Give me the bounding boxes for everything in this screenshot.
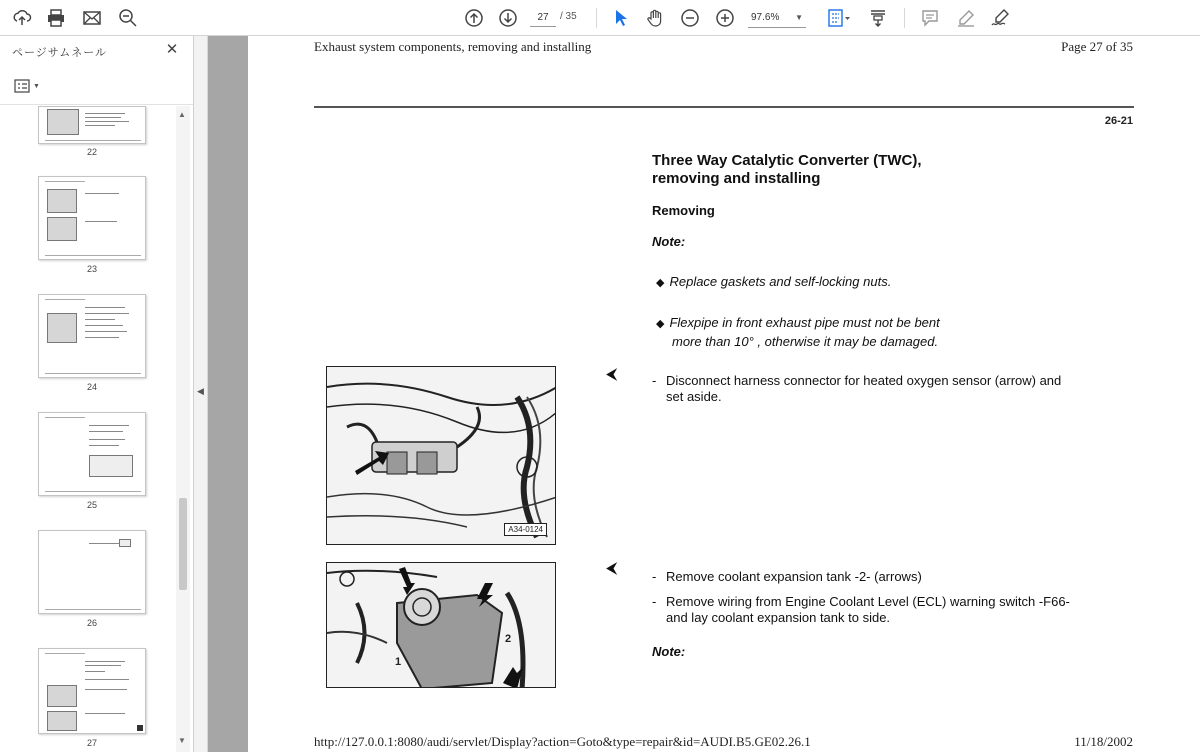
- coolant-tank-illustration: [327, 563, 556, 688]
- diamond-bullet-icon: ◆: [656, 277, 665, 289]
- chevron-down-icon: ▼: [795, 13, 803, 22]
- thumbnail-sidebar: [0, 36, 194, 752]
- sidebar-divider: [0, 104, 193, 105]
- step-item: - Remove coolant expansion tank -2- (arrows): [652, 569, 922, 584]
- page-fit-dropdown-icon[interactable]: [824, 6, 854, 30]
- chevron-left-icon[interactable]: ◀: [197, 386, 204, 396]
- toolbar: [0, 0, 1200, 36]
- arrow-pointer-icon: ⮜: [606, 366, 618, 383]
- chevron-down-icon[interactable]: ▼: [178, 736, 186, 745]
- document-header-title: Exhaust system components, removing and installing: [314, 39, 592, 54]
- document-gutter: [208, 36, 248, 752]
- document-footer-date: 11/18/2002: [1074, 734, 1133, 749]
- comment-icon[interactable]: [918, 6, 942, 30]
- step-item: - Disconnect harness connector for heated oxygen sensor (arrow) and set aside.: [652, 373, 1062, 404]
- figure-code-label: A34-0124: [504, 523, 547, 536]
- thumbnail-page-23[interactable]: [38, 176, 146, 260]
- thumbnail-scrollbar[interactable]: [176, 106, 190, 752]
- sidebar-collapse-handle[interactable]: [194, 36, 208, 752]
- figure-coolant-expansion-tank: [326, 562, 556, 688]
- list-options-icon: [14, 79, 30, 93]
- thumbnail-page-27[interactable]: [38, 648, 146, 734]
- next-page-icon[interactable]: [496, 6, 520, 30]
- step-item: - Remove wiring from Engine Coolant Level (ECL) warning switch -F66- and lay coolant expansion tank to side.: [652, 594, 1070, 625]
- page-number-input[interactable]: [530, 9, 556, 27]
- hand-tool-icon[interactable]: [643, 6, 667, 30]
- thumbnail-page-22[interactable]: [38, 106, 146, 144]
- document-header-page: Page 27 of 35: [1061, 39, 1133, 54]
- callout-label: 2: [505, 633, 512, 645]
- title-line: Three Way Catalytic Converter (TWC),: [652, 152, 922, 169]
- zoom-out-icon[interactable]: [678, 6, 702, 30]
- section-number: 26-21: [1104, 115, 1133, 127]
- bullet-item: ◆ Replace gaskets and self-locking nuts.: [656, 274, 892, 289]
- subheading: Removing: [652, 203, 715, 218]
- note-label: Note:: [652, 234, 686, 249]
- sidebar-title: ページサムネール: [12, 47, 108, 59]
- title-line: removing and installing: [652, 170, 821, 187]
- chevron-down-icon: ▼: [33, 82, 40, 90]
- select-cursor-icon[interactable]: [608, 6, 632, 30]
- bullet-item: ◆ Flexpipe in front exhaust pipe must not be bent more than 10° , otherwise it may be damaged.: [656, 315, 940, 349]
- thumbnail-label: 25: [86, 500, 97, 510]
- mail-icon[interactable]: [80, 6, 104, 30]
- upload-icon[interactable]: [10, 6, 34, 30]
- scrollbar-thumb[interactable]: [179, 498, 187, 590]
- zoom-level-dropdown[interactable]: [748, 8, 806, 28]
- thumbnail-list: [0, 106, 176, 752]
- scroll-mode-icon[interactable]: [866, 6, 890, 30]
- zoom-level-value: 97.6%: [751, 12, 780, 23]
- document-footer-url: http://127.0.0.1:8080/audi/servlet/Display?action=Goto&type=repair&id=AUDI.B5.GE02.26.1: [314, 734, 811, 749]
- print-icon[interactable]: [44, 6, 68, 30]
- note-label: Note:: [652, 644, 686, 659]
- thumbnail-label: 23: [86, 264, 97, 274]
- thumbnail-page-26[interactable]: [38, 530, 146, 614]
- thumbnail-label: 27: [86, 738, 97, 748]
- sidebar-options-button[interactable]: [14, 78, 44, 94]
- thumbnail-page-25[interactable]: [38, 412, 146, 496]
- arrow-pointer-icon: ⮜: [606, 560, 618, 577]
- figure-oxygen-sensor-connector: [326, 366, 556, 545]
- thumbnail-label: 24: [86, 382, 97, 392]
- zoom-search-icon[interactable]: [116, 6, 140, 30]
- toolbar-divider: [904, 8, 905, 28]
- document-page: [248, 36, 1200, 752]
- page-total: / 35: [560, 11, 577, 22]
- toolbar-divider: [596, 8, 597, 28]
- close-icon[interactable]: ✕: [165, 41, 179, 58]
- zoom-in-icon[interactable]: [713, 6, 737, 30]
- thumbnail-label: 26: [86, 618, 97, 628]
- callout-label: 1: [395, 656, 402, 668]
- thumbnail-page-24[interactable]: [38, 294, 146, 378]
- chevron-up-icon[interactable]: ▲: [178, 110, 186, 119]
- highlight-pen-icon[interactable]: [954, 6, 978, 30]
- diamond-bullet-icon: ◆: [656, 318, 665, 330]
- engine-diagram-illustration: [327, 367, 556, 545]
- thumbnail-label: 22: [86, 147, 97, 157]
- document-title: [652, 152, 982, 188]
- header-rule: [314, 106, 1134, 108]
- previous-page-icon[interactable]: [462, 6, 486, 30]
- sign-icon[interactable]: [988, 6, 1012, 30]
